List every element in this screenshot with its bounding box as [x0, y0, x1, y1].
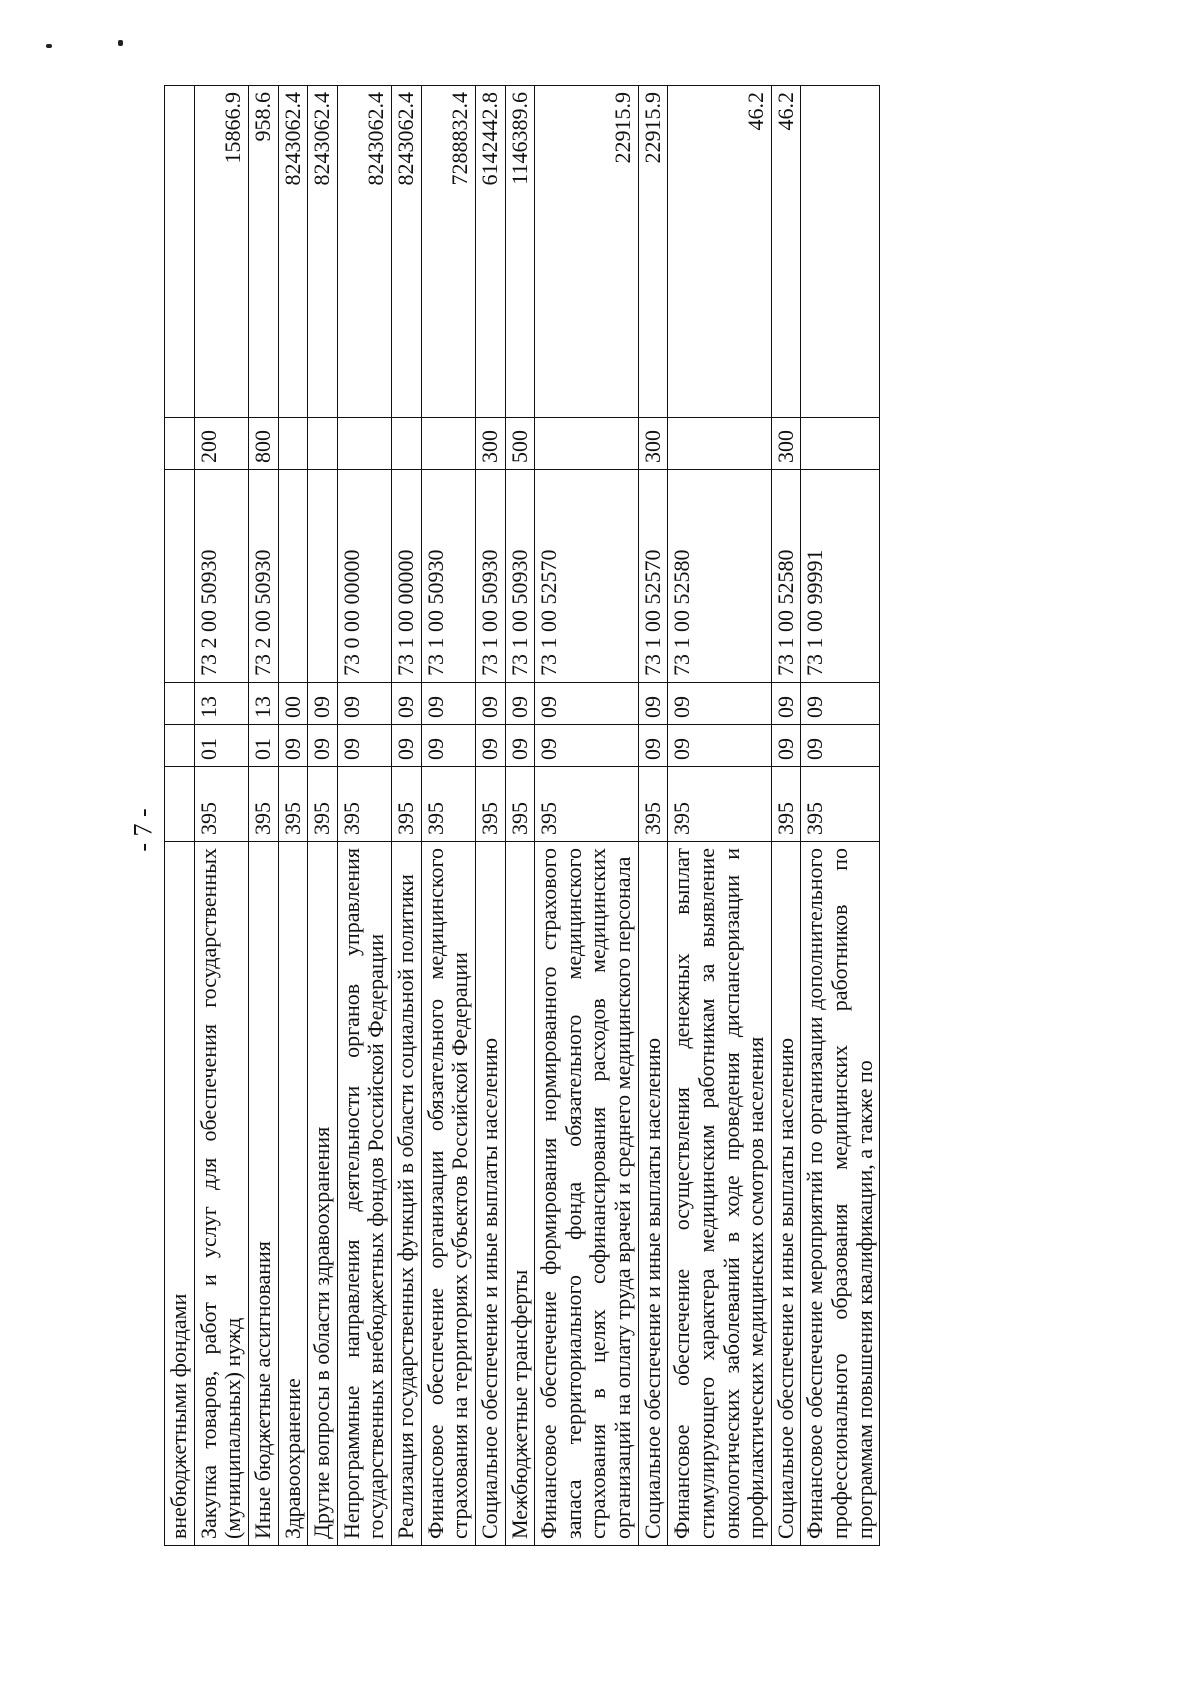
table-row	[801, 86, 880, 1546]
expense-type: 300	[771, 418, 801, 470]
amount	[165, 86, 195, 418]
section-code: 01	[194, 725, 248, 767]
subsection-code: 13	[248, 683, 278, 725]
ministry-code: 395	[801, 767, 880, 842]
amount: 22915.9	[638, 86, 668, 418]
expense-type	[535, 418, 639, 470]
section-code: 09	[535, 725, 639, 767]
table-row	[505, 86, 535, 1546]
table-row	[771, 86, 801, 1546]
target-article: 73 2 00 50930	[248, 470, 278, 683]
ministry-code: 395	[337, 767, 391, 842]
expense-type	[308, 418, 338, 470]
target-article: 73 1 00 52570	[535, 470, 639, 683]
table-row	[535, 86, 639, 1546]
ministry-code: 395	[278, 767, 308, 842]
expense-type	[421, 418, 475, 470]
section-code: 09	[308, 725, 338, 767]
table-row	[668, 86, 772, 1546]
table-row	[421, 86, 475, 1546]
scan-speck	[46, 44, 52, 48]
section-code: 09	[421, 725, 475, 767]
expense-name: Социальное обеспечение и иные выплаты населению	[638, 842, 668, 1546]
expense-type	[392, 418, 422, 470]
amount: 1146389.6	[505, 86, 535, 418]
section-code: 09	[638, 725, 668, 767]
table-row	[475, 86, 505, 1546]
section-code: 09	[505, 725, 535, 767]
subsection-code: 09	[475, 683, 505, 725]
subsection-code: 13	[194, 683, 248, 725]
subsection-code: 09	[535, 683, 639, 725]
expense-name: Финансовое обеспечение формирования нормированного страхового запаса территориального фонда обязательного медицинского страхования в целях софинансирования расходов медицинских организаций на оплату труда врачей и среднего медицинского персонала	[535, 842, 639, 1546]
ministry-code: 395	[248, 767, 278, 842]
ministry-code	[165, 767, 195, 842]
amount: 6142442.8	[475, 86, 505, 418]
section-code: 09	[771, 725, 801, 767]
expense-name: Межбюджетные трансферты	[505, 842, 535, 1546]
target-article: 73 1 00 52580	[668, 470, 772, 683]
expense-type	[278, 418, 308, 470]
ministry-code: 395	[638, 767, 668, 842]
amount: 7288832.4	[421, 86, 475, 418]
expense-name: Финансовое обеспечение осуществления денежных выплат стимулирующего характера медицинским работникам за выявление онкологических заболеваний в ходе проведения диспансеризации и профилактических медицинских осмотров населения	[668, 842, 772, 1546]
section-code: 09	[392, 725, 422, 767]
ministry-code: 395	[392, 767, 422, 842]
section-code: 09	[668, 725, 772, 767]
amount: 958.6	[248, 86, 278, 418]
table-row	[392, 86, 422, 1546]
table-row	[248, 86, 278, 1546]
expense-type	[801, 418, 880, 470]
subsection-code: 09	[801, 683, 880, 725]
section-code: 09	[337, 725, 391, 767]
table-row	[165, 86, 195, 1546]
expense-name: Социальное обеспечение и иные выплаты населению	[771, 842, 801, 1546]
page-number: - 7 -	[128, 808, 158, 852]
subsection-code: 09	[421, 683, 475, 725]
expense-type	[668, 418, 772, 470]
subsection-code: 09	[308, 683, 338, 725]
expense-name: внебюджетными фондами	[165, 842, 195, 1546]
target-article: 73 0 00 00000	[337, 470, 391, 683]
ministry-code: 395	[421, 767, 475, 842]
subsection-code: 09	[505, 683, 535, 725]
section-code	[165, 725, 195, 767]
ministry-code: 395	[771, 767, 801, 842]
budget-table	[164, 85, 880, 1546]
ministry-code: 395	[505, 767, 535, 842]
expense-type	[165, 418, 195, 470]
target-article: 73 1 00 50930	[475, 470, 505, 683]
subsection-code: 09	[337, 683, 391, 725]
section-code: 01	[248, 725, 278, 767]
amount: 15866.9	[194, 86, 248, 418]
target-article	[165, 470, 195, 683]
section-code: 09	[278, 725, 308, 767]
expense-name: Социальное обеспечение и иные выплаты населению	[475, 842, 505, 1546]
ministry-code: 395	[308, 767, 338, 842]
amount: 46.2	[771, 86, 801, 418]
subsection-code: 09	[638, 683, 668, 725]
subsection-code	[165, 683, 195, 725]
target-article	[278, 470, 308, 683]
table-row	[278, 86, 308, 1546]
subsection-code: 00	[278, 683, 308, 725]
target-article: 73 1 00 00000	[392, 470, 422, 683]
section-code: 09	[801, 725, 880, 767]
subsection-code: 09	[668, 683, 772, 725]
target-article: 73 1 00 50930	[505, 470, 535, 683]
target-article	[308, 470, 338, 683]
expense-name: Финансовое обеспечение мероприятий по организации дополнительного профессионального образования медицинских работников по программам повышения квалификации, а также по	[801, 842, 880, 1546]
expense-name: Финансовое обеспечение организации обязательного медицинского страхования на территориях субъектов Российской Федерации	[421, 842, 475, 1546]
target-article: 73 2 00 50930	[194, 470, 248, 683]
expense-type: 500	[505, 418, 535, 470]
amount: 8243062.4	[337, 86, 391, 418]
expense-name: Реализация государственных функций в области социальной политики	[392, 842, 422, 1546]
ministry-code: 395	[475, 767, 505, 842]
target-article: 73 1 00 50930	[421, 470, 475, 683]
subsection-code: 09	[392, 683, 422, 725]
expense-type	[337, 418, 391, 470]
table-row	[308, 86, 338, 1546]
target-article: 73 1 00 52580	[771, 470, 801, 683]
amount: 8243062.4	[278, 86, 308, 418]
target-article: 73 1 00 52570	[638, 470, 668, 683]
expense-type: 300	[475, 418, 505, 470]
table-row	[638, 86, 668, 1546]
ministry-code: 395	[194, 767, 248, 842]
scan-speck	[118, 40, 123, 46]
expense-name: Непрограммные направления деятельности органов управления государственных внебюджетных фондов Российской Федерации	[337, 842, 391, 1546]
expense-type: 200	[194, 418, 248, 470]
expense-name: Другие вопросы в области здравоохранения	[308, 842, 338, 1546]
amount: 22915.9	[535, 86, 639, 418]
expense-type: 800	[248, 418, 278, 470]
expense-name: Здравоохранение	[278, 842, 308, 1546]
expense-type: 300	[638, 418, 668, 470]
ministry-code: 395	[535, 767, 639, 842]
table-row	[194, 86, 248, 1546]
expense-name: Иные бюджетные ассигнования	[248, 842, 278, 1546]
budget-table-rotated	[164, 86, 880, 1546]
target-article: 73 1 00 99991	[801, 470, 880, 683]
amount	[801, 86, 880, 418]
amount: 8243062.4	[392, 86, 422, 418]
table-row	[337, 86, 391, 1546]
subsection-code: 09	[771, 683, 801, 725]
ministry-code: 395	[668, 767, 772, 842]
amount: 8243062.4	[308, 86, 338, 418]
expense-name: Закупка товаров, работ и услуг для обеспечения государственных (муниципальных) нужд	[194, 842, 248, 1546]
amount: 46.2	[668, 86, 772, 418]
section-code: 09	[475, 725, 505, 767]
